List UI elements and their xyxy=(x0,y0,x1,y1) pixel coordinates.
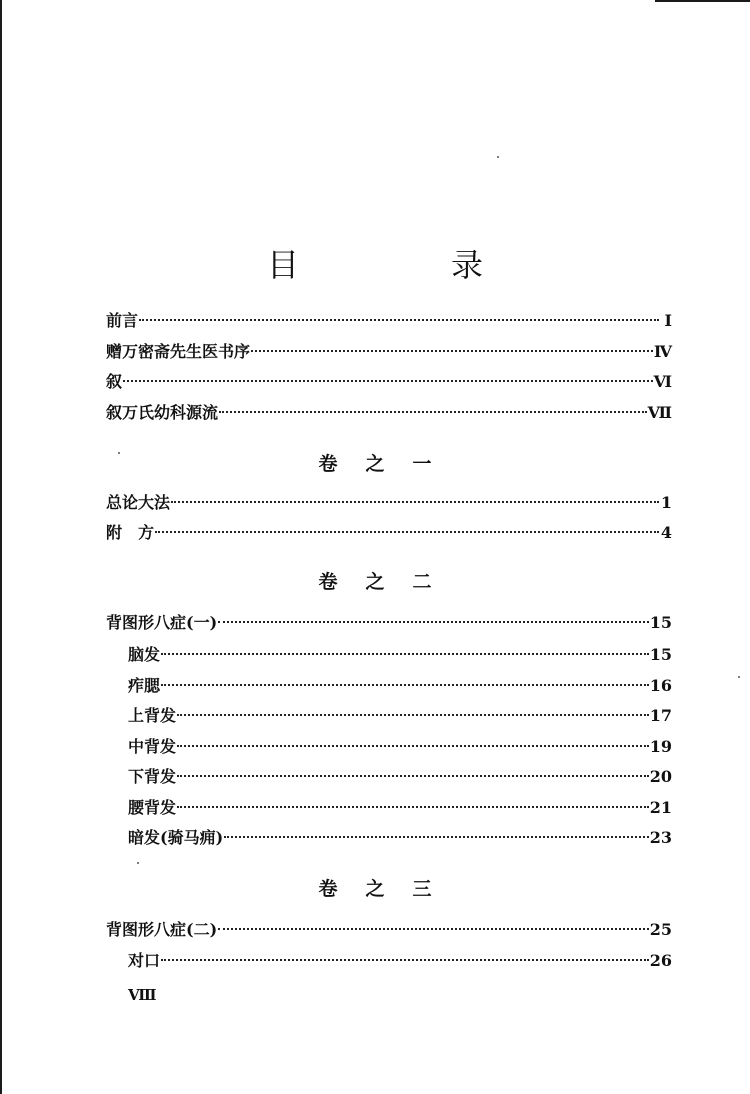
toc-entry-label: 背图形八症(二) xyxy=(106,920,218,939)
leader-dots xyxy=(161,653,649,655)
leader-dots xyxy=(177,775,649,777)
toc-entry-label: 对口 xyxy=(128,951,161,970)
toc-entry-label: 腰背发 xyxy=(128,798,177,817)
toc-entry-page: 4 xyxy=(660,523,672,542)
toc-entry-dedication-preface[interactable] xyxy=(106,339,672,361)
leader-dots xyxy=(177,806,649,808)
scan-speck xyxy=(738,676,740,678)
leader-dots xyxy=(161,684,649,686)
toc-entry-page: I xyxy=(664,311,672,330)
toc-entry-page: 26 xyxy=(649,951,672,970)
leader-dots xyxy=(219,411,647,413)
leader-dots xyxy=(224,836,649,838)
toc-sub-entry[interactable] xyxy=(128,764,672,786)
toc-entry-page: 21 xyxy=(649,798,672,817)
toc-entry[interactable] xyxy=(106,917,672,939)
leader-dots xyxy=(139,319,659,321)
toc-entry[interactable] xyxy=(106,520,672,542)
toc-entry-page: 15 xyxy=(649,613,672,632)
toc-entry-foreword[interactable] xyxy=(106,369,672,391)
leader-dots xyxy=(251,350,653,352)
toc-entry[interactable] xyxy=(106,490,672,512)
toc-sub-entry[interactable] xyxy=(128,825,672,847)
toc-sub-entry[interactable] xyxy=(128,673,672,695)
toc-entry-page: 19 xyxy=(649,737,672,756)
toc-entry-page: 15 xyxy=(649,645,672,664)
toc-entry-label: 前言 xyxy=(106,311,139,330)
toc-entry-label: 上背发 xyxy=(128,706,177,725)
toc-sub-entry[interactable] xyxy=(128,703,672,725)
toc-entry-label: 痄腮 xyxy=(128,676,161,695)
toc-sub-entry[interactable] xyxy=(128,948,672,970)
toc-entry-label: 叙 xyxy=(106,372,123,391)
leader-dots xyxy=(218,621,649,623)
toc-entry-label: 暗发(骑马痈) xyxy=(128,828,224,847)
leader-dots xyxy=(171,501,659,503)
leader-dots xyxy=(123,380,653,382)
toc-entry-label: 背图形八症(一) xyxy=(106,613,218,632)
section-heading-volume-1: 卷之一 xyxy=(318,453,460,475)
toc-entry-page: 17 xyxy=(649,706,672,725)
leader-dots xyxy=(177,714,649,716)
toc-entry-page: Ⅶ xyxy=(647,403,672,422)
page-folio-number: Ⅷ xyxy=(128,986,157,1004)
section-heading-volume-2: 卷之二 xyxy=(318,571,460,593)
leader-dots xyxy=(177,745,649,747)
toc-entry-page: Ⅳ xyxy=(653,342,672,361)
toc-entry-label: 附 方 xyxy=(106,523,155,542)
toc-entry-page: 20 xyxy=(649,767,672,786)
toc-entry-label: 叙万氏幼科源流 xyxy=(106,403,219,422)
toc-entry-page: 23 xyxy=(649,828,672,847)
toc-sub-entry[interactable] xyxy=(128,795,672,817)
toc-entry-preface[interactable] xyxy=(106,308,672,330)
scan-left-edge xyxy=(0,0,2,1094)
toc-entry-page: Ⅵ xyxy=(653,372,672,391)
toc-sub-entry[interactable] xyxy=(128,734,672,756)
toc-entry-page: 25 xyxy=(649,920,672,939)
leader-dots xyxy=(161,959,649,961)
scan-top-edge xyxy=(655,0,750,2)
toc-sub-entry[interactable] xyxy=(128,642,672,664)
toc-entry-label: 中背发 xyxy=(128,737,177,756)
leader-dots xyxy=(218,928,649,930)
toc-entry-label: 赠万密斋先生医书序 xyxy=(106,342,251,361)
toc-entry-label: 下背发 xyxy=(128,767,177,786)
toc-entry-label: 总论大法 xyxy=(106,493,171,512)
scan-speck xyxy=(137,862,139,864)
leader-dots xyxy=(155,531,659,533)
toc-entry-page: 16 xyxy=(649,676,672,695)
toc-entry-origins[interactable] xyxy=(106,400,672,422)
scan-speck xyxy=(497,156,499,158)
section-heading-volume-3: 卷之三 xyxy=(318,878,460,900)
toc-entry-page: 1 xyxy=(660,493,672,512)
toc-entry[interactable] xyxy=(106,610,672,632)
toc-entry-label: 脑发 xyxy=(128,645,161,664)
page-title: 目 录 xyxy=(266,246,543,284)
